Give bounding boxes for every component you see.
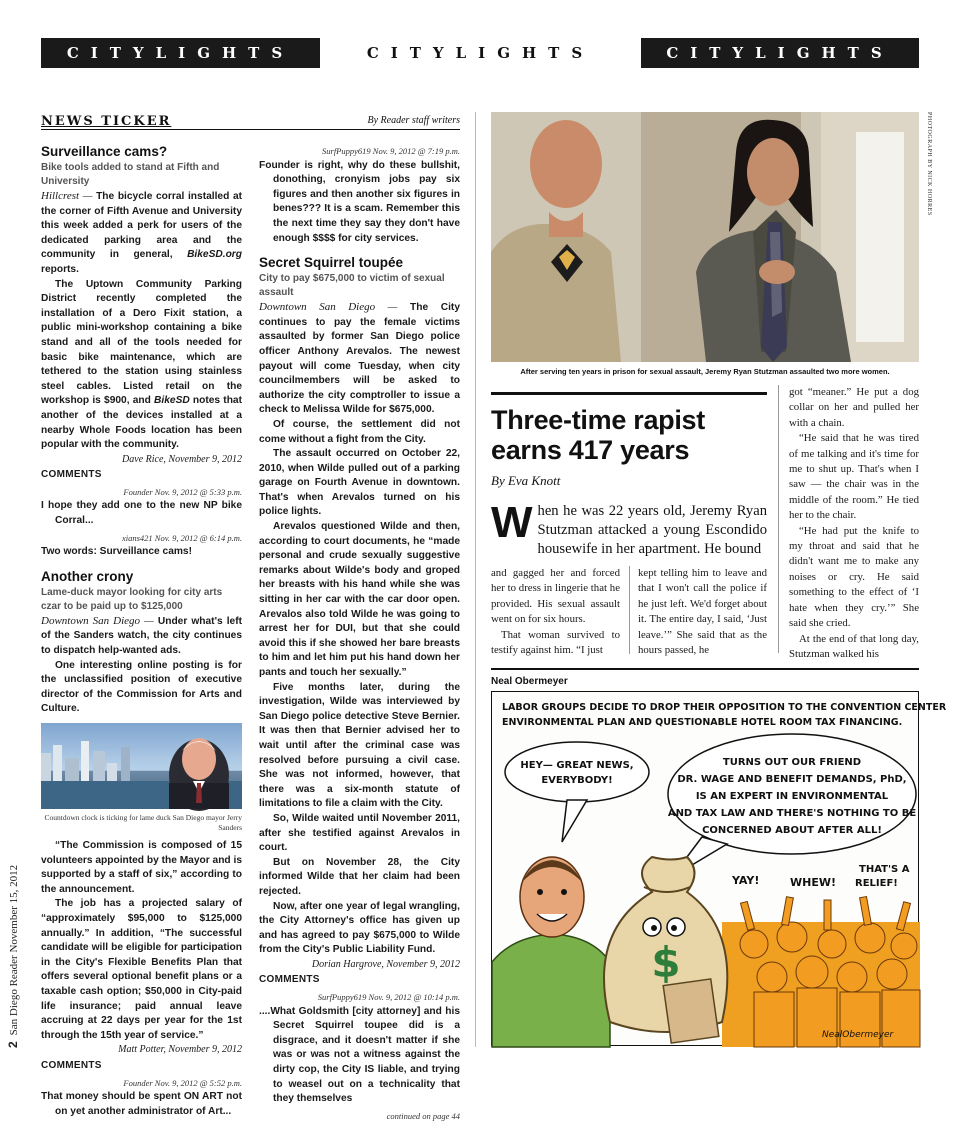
- comments-label: COMMENTS: [41, 469, 102, 481]
- bubble-2-line-3: IS AN EXPERT IN ENVIRONMENTAL: [695, 791, 889, 802]
- editorial-cartoon: [491, 691, 947, 1046]
- toupee-paragraph-8: Now, after one year of legal wrangling, the City Attorney's office has given up and has agreed to pay $675,000 to Wilde from the City's Public Liability Fund.: [259, 900, 460, 956]
- story-column-divider: [629, 566, 630, 654]
- surveillance-deck: Bike tools added to stand at Fifth and University: [41, 162, 220, 187]
- bubble-1-line-2: EVERYBODY!: [541, 775, 613, 786]
- bubble-2-line-1: TURNS OUT OUR FRIEND: [722, 757, 862, 768]
- bubble-1-line-1: HEY— GREAT NEWS,: [520, 760, 634, 771]
- news-ticker-header: [41, 113, 460, 130]
- bubble-2-line-4: AND TAX LAW AND THERE'S NOTHING TO BE: [667, 808, 917, 819]
- ticker-column-2: [259, 144, 460, 1123]
- dateline: Downtown San Diego —: [41, 614, 154, 627]
- surveillance-paragraph-1: Hillcrest — The bicycle corral installed at the corner of Fifth Avenue and University this week added a perk for users of the dedicated parking area and the community in general, BikeSD.org reports.: [41, 190, 242, 275]
- man-figure: [492, 934, 610, 1047]
- courtroom-illustration: [491, 112, 919, 362]
- photo-caption: After serving ten years in prison for sexual assault, Jeremy Ryan Stutzman assaulted two more women.: [520, 367, 890, 376]
- citylights-header-left: CITYLIGHTS: [41, 38, 320, 68]
- sanders-photo: [41, 723, 242, 809]
- citylights-header-middle: CITYLIGHTS: [338, 38, 623, 68]
- toupee-paragraph-5: Five months later, during the investigation, Wilde was interviewed by San Diego police detective Steve Bernier. It was then that Bernier advised her to wait until after the criminal case was resolved before pursuing a civil case. She was not informed, however, that there was a six-month statute of limitations to file a claim with the City.: [259, 681, 460, 810]
- comments-label: COMMENTS: [259, 974, 320, 986]
- comment-stamp: SurfPuppy619 Nov. 9, 2012 @ 7:19 p.m.: [322, 146, 460, 156]
- publication-date: San Diego Reader November 15, 2012: [8, 864, 20, 1036]
- courtroom-photo: [491, 112, 919, 362]
- crony-headline: Another crony: [41, 568, 134, 584]
- story-byline: By Eva Knott: [491, 473, 561, 488]
- comment-stamp: Founder Nov. 9, 2012 @ 5:52 p.m.: [123, 1077, 242, 1088]
- cartoon-top-rule: [491, 668, 919, 670]
- crony-signature: Matt Potter, November 9, 2012: [118, 1044, 242, 1056]
- toupee-paragraph-2: Of course, the settlement did not come without a fight from the City.: [259, 418, 460, 445]
- toupee-paragraph-1: Downtown San Diego — The City continues to pay the female victims assaulted by former San Diego police officer Anthony Arevalos. The newest payout will come Tuesday, when city councilmembers will be asked to authorize the city comptroller to issue a check to Melissa Wilde for $675,000.: [259, 301, 460, 416]
- crowd-shout-3-line-1: THAT'S A: [859, 864, 910, 875]
- crony-paragraph-4: The job has a projected salary of “approximately $95,000 to $125,000 annually.” In addition, “The successful candidate will be eligible for participation in the City's Flexible Benefits Plan that offers several optional benefit plans or a taxable cash option; $50,000 in City-paid life insurance; paid annual leave accruing at 22 days per year for the 1st through the 15th year of service.”: [41, 898, 242, 1041]
- surveillance-signature: Dave Rice, November 9, 2012: [122, 453, 242, 465]
- crowd-shout-2: WHEW!: [790, 876, 837, 889]
- bubble-2-line-5: CONCERNED ABOUT AFTER ALL!: [702, 825, 882, 836]
- news-ticker-byline: By Reader staff writers: [367, 115, 460, 126]
- column-divider: [475, 112, 476, 1047]
- comments-label: COMMENTS: [41, 1059, 102, 1071]
- crony-deck: Lame-duck mayor looking for city arts czar to be paid up to $125,000: [41, 586, 223, 612]
- ticker-column-1: [41, 144, 242, 1119]
- comment-text: Two words: Surveillance cams!: [41, 546, 192, 558]
- story-lede: When he was 22 years old, Jeremy Ryan Stutzman attacked a young Escondido housewife in her apartment. He bound: [491, 498, 767, 557]
- cartoonist-name: Neal Obermeyer: [491, 676, 568, 687]
- drop-cap: W: [491, 498, 533, 547]
- cartoon-caption-line-2: ENVIRONMENTAL PLAN AND QUESTIONABLE HOTEL ROOM TAX FINANCING.: [502, 717, 903, 728]
- toupee-deck: City to pay $675,000 to victim of sexual assault: [259, 273, 445, 299]
- comment-text: Founder is right, why do these bullshit, donothing, cronyism jobs pay six figures and then another six figures in benes??? It is a scam. Remember this the next time they say they don't have enough $$$$ for city services.: [259, 159, 460, 244]
- toupee-signature: Dorian Hargrove, November 9, 2012: [311, 958, 460, 970]
- cartoon-illustration: [492, 692, 947, 1047]
- comment-stamp: Founder Nov. 9, 2012 @ 5:33 p.m.: [123, 486, 242, 497]
- citylights-header-right: CITYLIGHTS: [641, 38, 919, 68]
- crowd-shout-3-line-2: RELIEF!: [855, 878, 898, 889]
- story-headline: Three-time rapist earns 417 years: [491, 405, 705, 465]
- page-folio: [6, 858, 20, 1048]
- dateline: Hillcrest —: [41, 190, 93, 202]
- comment-text: That money should be spent ON ART not on yet another administrator of Art...: [41, 1091, 242, 1117]
- bubble-2-line-2: DR. WAGE AND BENEFIT DEMANDS, PhD,: [677, 774, 907, 785]
- sanders-photo-caption: Countdown clock is ticking for lame duck San Diego mayor Jerry Sanders: [44, 813, 242, 832]
- news-ticker-title: NEWS TICKER: [41, 114, 172, 129]
- bikesd-link[interactable]: BikeSD.org: [187, 249, 242, 261]
- comment-stamp: SurfPuppy619 Nov. 9, 2012 @ 10:14 p.m.: [317, 992, 460, 1003]
- artist-signature: NealObermeyer: [822, 1030, 894, 1040]
- continued-link[interactable]: continued on page 44: [386, 1110, 460, 1121]
- toupee-headline: Secret Squirrel toupée: [259, 255, 404, 271]
- page-number: 2: [6, 1041, 20, 1048]
- toupee-paragraph-4: Arevalos questioned Wilde and then, according to court documents, he “made personal and crude sexually suggestive remarks about Wilde's body and groped her breasts with his hand while she was sitting in her car with the car door open. Arevalos also told Wilde he was going to arrest her for DUI, but that she could avoid this if she showed her bare breasts to him and let him put his hand down her pants and touch her sexually.”: [259, 521, 460, 678]
- skyline-illustration: [41, 723, 242, 809]
- story-column-2: kept telling him to leave and that I won't call the police if he just left. We'd forget about it. The entire day, I said, ‘Just leave.’” She said that as the hours passed, he: [638, 567, 767, 657]
- crowd-shout-1: YAY!: [732, 874, 760, 887]
- surveillance-headline: Surveillance cams?: [41, 144, 168, 159]
- dateline: Downtown San Diego —: [259, 301, 398, 314]
- surveillance-paragraph-2: The Uptown Community Parking District recently completed the installation of a Dero Fixit station, a public mini-workshop containing a bike stand and all of the tools needed for basic bike maintenance, which are tethered to the station using stainless steel cables. Listed retail on the workshop is $900, and BikeSD notes that another of the devices installed at a nearby Whole Foods location has been popular with the community.: [41, 278, 242, 451]
- crony-paragraph-3: “The Commission is composed of 15 volunteers appointed by the Mayor and is supported by a staff of six,” according to the announcement.: [41, 840, 242, 895]
- crony-paragraph-1: Downtown San Diego — Under what's left of the Sanders watch, the city continues to dispatch help-wanted ads.: [41, 614, 242, 657]
- comment-text: I hope they add one to the new NP bike Corral...: [41, 500, 242, 527]
- comment-stamp: xians421 Nov. 9, 2012 @ 6:14 p.m.: [121, 532, 242, 543]
- photo-credit: PHOTOGRAPH BY NICK HORRES: [926, 112, 932, 216]
- story-column-3: got “meaner.” He put a dog collar on her and pulled her with a chain. “He said that he was tired of me talking and it's time for me to shut up. That's when I saw — the chair was in the middle of the room.” He tied her to the chair. “He had put the knife to my throat and said that he didn't want me to make any noises or cry. He said something to the effect of ‘I hate when they cry.’” She said she cried. At the end of that long day, Stutzman walked his: [789, 386, 919, 660]
- crony-paragraph-2: One interesting online posting is for the unclassified position of executive director of the Commission for Arts and Culture.: [41, 659, 242, 715]
- toupee-paragraph-7: But on November 28, the City informed Wilde that her claim had been rejected.: [259, 856, 460, 897]
- story-top-rule: [491, 392, 767, 395]
- comment-text: ....What Goldsmith [city attorney] and his Secret Squirrel toupee did is a disgrace, and it doesn't matter if she was or was not a witness against the dirty cop, the City IS liable, and trying to weasel out on a technicality that they themselves: [259, 1005, 460, 1105]
- cartoon-caption-line-1: LABOR GROUPS DECIDE TO DROP THEIR OPPOSITION TO THE CONVENTION CENTER: [502, 702, 947, 713]
- story-column-1: and gagged her and forced her to dress in lingerie that he provided. His sexual assault went on for six hours. That woman survived to testify against him. “I just: [491, 567, 620, 657]
- speech-bubble-1: [505, 742, 649, 802]
- dollar-sign: $: [651, 938, 681, 987]
- toupee-paragraph-3: The assault occurred on October 22, 2010, when Wilde pulled out of a parking garage on Fourth Avenue in downtown. That's when Arevalos turned on his police lights.: [259, 448, 460, 518]
- toupee-paragraph-6: So, Wilde waited until November 2011, after she testified against Arevalos in court.: [259, 812, 460, 854]
- story-column-divider: [778, 385, 779, 653]
